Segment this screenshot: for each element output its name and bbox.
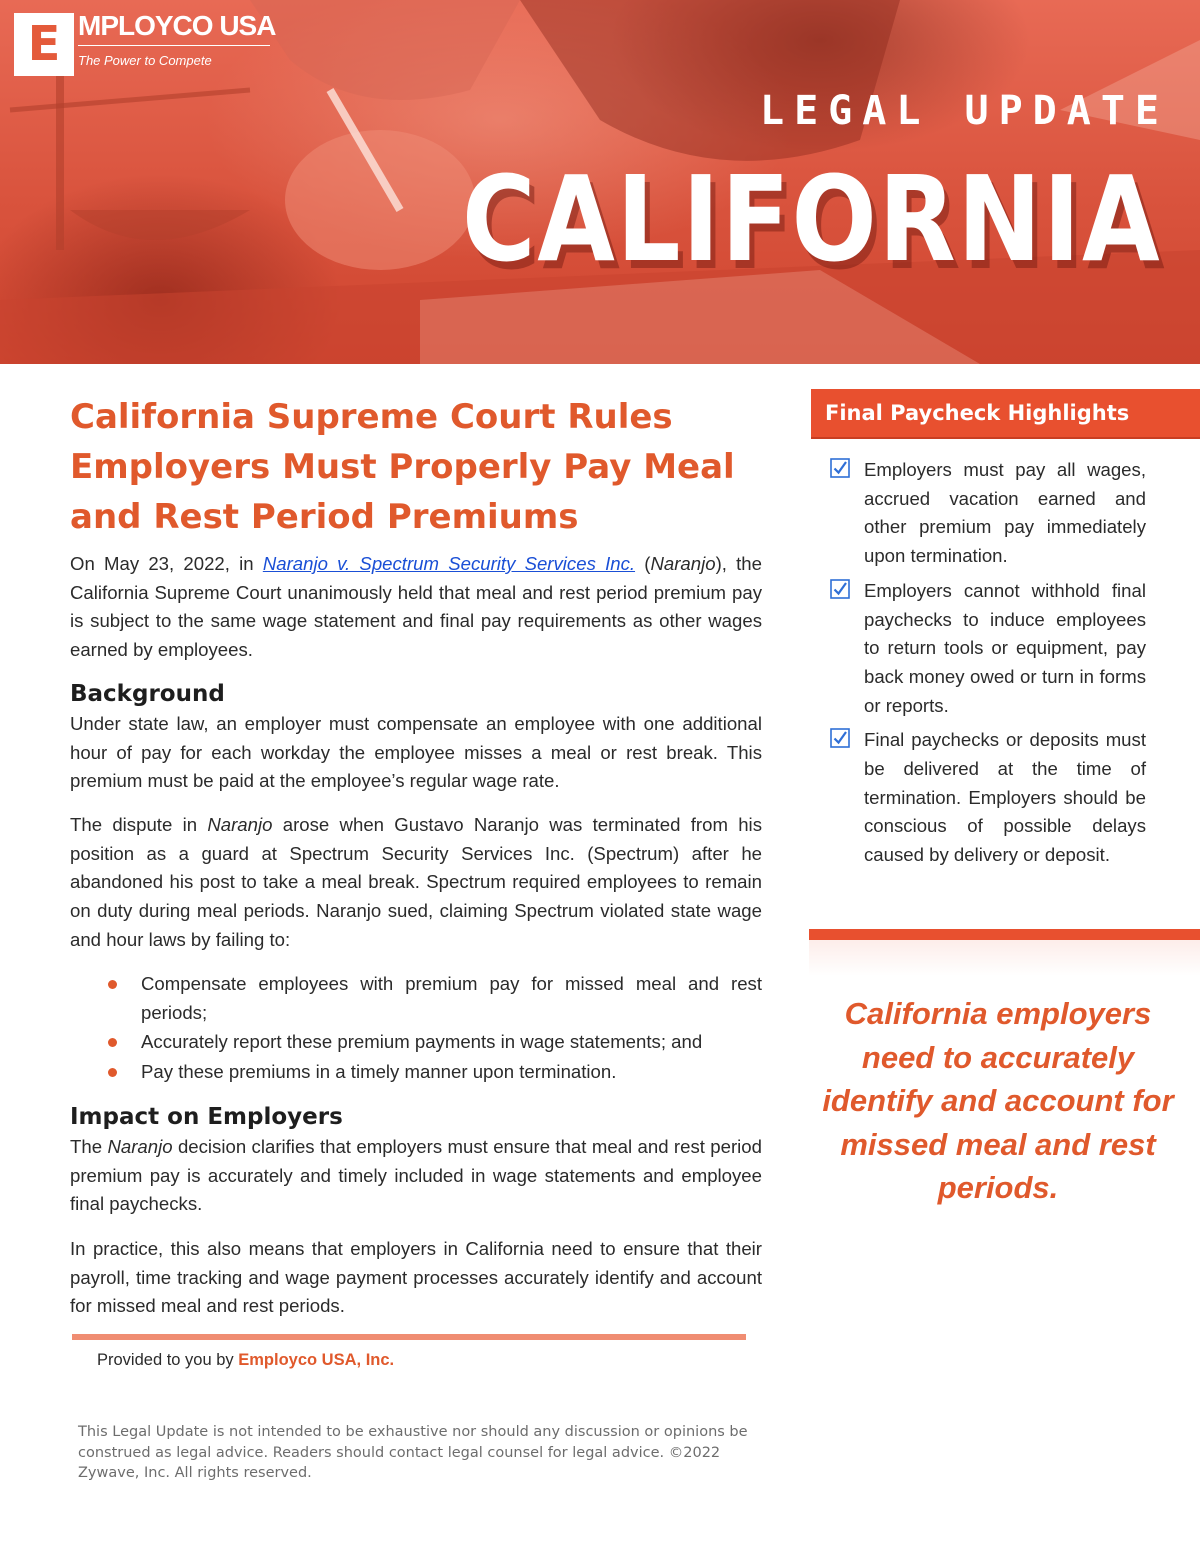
impact-paragraph-2: In practice, this also means that employers in California need to ensure that their payroll, time tracking and wage payment processes accurately identify and account for missed meal and rest periods. (70, 1238, 762, 1317)
list-item (70, 1028, 762, 1057)
impact-p1-start: The (70, 1136, 108, 1157)
highlights-list (830, 456, 1146, 876)
pull-quote: California employers need to accurately identify and account for missed meal and rest periods. (822, 996, 1174, 1205)
brand-name: MPLOYCO USA (78, 10, 276, 41)
intro-paren: ( (635, 553, 651, 574)
impact-paragraph-1 (70, 1133, 762, 1219)
impact-p1-end: decision clarifies that employers must ensure that meal and rest period premium pay is accurately and timely included in wage statements and employee final paychecks. (70, 1136, 762, 1215)
provided-by-org: Employco USA, Inc. (238, 1351, 395, 1369)
checkbox-checked-icon (830, 579, 850, 599)
sidebar-divider (809, 929, 1200, 940)
intro-text-end: ), the California Supreme Court unanimously held that meal and rest period premium pay is subject to the same wage statement and final pay requirements as other wages earned by employees. (70, 553, 762, 661)
background-p2-case-name: Naranjo (207, 814, 273, 835)
hero-kicker: LEGAL UPDATE (760, 88, 1169, 134)
provided-by (97, 1351, 394, 1370)
intro-text-start: On May 23, 2022, in (70, 553, 263, 574)
brand-divider (78, 45, 270, 46)
brand-tagline: The Power to Compete (78, 53, 212, 68)
bullet-dot-icon (108, 1068, 117, 1077)
hero-title: CALIFORNIA (462, 150, 1162, 288)
article-headline: California Supreme Court Rules Employers Must Properly Pay Meal and Rest Period Premiums (70, 397, 735, 537)
bullet-dot-icon (108, 1038, 117, 1047)
impact-p1-case-name: Naranjo (107, 1136, 173, 1157)
intro-paragraph (70, 550, 762, 665)
sidebar-title: Final Paycheck Highlights (825, 401, 1130, 425)
sidebar-divider-shadow (809, 940, 1200, 976)
list-item (830, 577, 1146, 721)
list-item-text: Accurately report these premium payments in wage statements; and (141, 1031, 703, 1053)
sidebar-header (811, 389, 1200, 439)
claims-list (70, 970, 762, 1088)
list-item (830, 726, 1146, 870)
background-heading: Background (70, 681, 225, 707)
list-item (70, 1058, 762, 1087)
list-item (830, 456, 1146, 571)
background-paragraph-2 (70, 811, 762, 955)
list-item (70, 970, 762, 1027)
disclaimer: This Legal Update is not intended to be exhaustive nor should any discussion or opinions be construed as legal advice. Readers should contact legal counsel for legal advice. ©2022 Zywave, Inc. All rights reserved. (78, 1424, 748, 1481)
background-p2-start: The dispute in (70, 814, 208, 835)
list-item-text: Pay these premiums in a timely manner upon termination. (141, 1061, 617, 1083)
highlight-text: Employers cannot withhold final paychecks to induce employees to return tools or equipment, pay back money owed or turn in forms or reports. (864, 579, 1146, 716)
brand-logo-letter: E (27, 16, 61, 72)
background-p2-end: arose when Gustavo Naranjo was terminated from his position as a guard at Spectrum Security Services Inc. (Spectrum) after he abandoned his post to take a meal break. Spectrum required employees to remain on duty during meal periods. Naranjo sued, claiming Spectrum violated state wage and hour laws by failing to: (70, 814, 762, 950)
brand-logo (14, 13, 74, 76)
hero-banner (0, 0, 1200, 364)
footer-divider (72, 1334, 746, 1340)
background-paragraph-1: Under state law, an employer must compensate an employee with one additional hour of pay for each workday the employee misses a meal or rest break. This premium must be paid at the employee’s regular wage rate. (70, 713, 762, 792)
highlight-text: Final paychecks or deposits must be delivered at the time of termination. Employers should be conscious of possible delays caused by delivery or deposit. (864, 729, 1146, 866)
checkbox-checked-icon (830, 458, 850, 478)
list-item-text: Compensate employees with premium pay for missed meal and rest periods; (141, 973, 762, 1023)
highlight-text: Employers must pay all wages, accrued vacation earned and other premium pay immediately upon termination. (864, 459, 1146, 567)
bullet-dot-icon (108, 980, 117, 989)
case-link[interactable]: Naranjo v. Spectrum Security Services Inc. (262, 553, 636, 574)
checkbox-checked-icon (830, 728, 850, 748)
impact-heading: Impact on Employers (70, 1104, 343, 1130)
provided-by-label: Provided to you by (97, 1351, 239, 1369)
intro-case-name: Naranjo (650, 553, 716, 574)
